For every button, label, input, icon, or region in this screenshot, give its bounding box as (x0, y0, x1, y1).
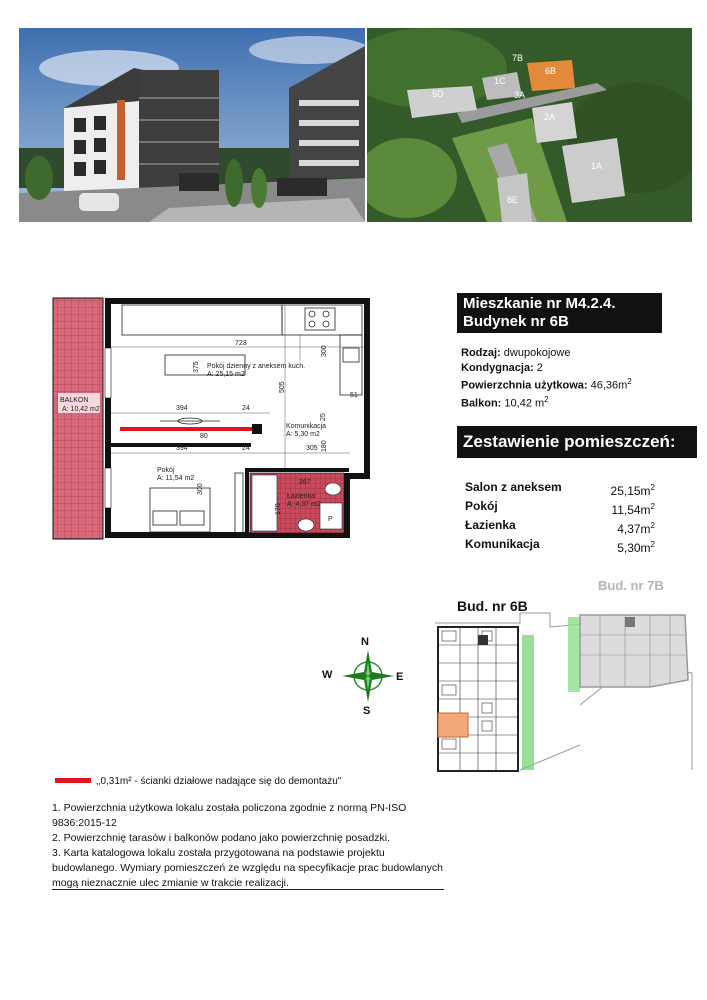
dim-267: 267 (299, 479, 311, 486)
salon-area-label: A: 25,15 m2 (207, 371, 245, 378)
room-row: Łazienka $4,37m^2$ (465, 518, 655, 536)
room-name: Łazienka (465, 518, 516, 532)
balcony-label: BALKON (60, 397, 89, 404)
rodzaj-label: Rodzaj: (461, 347, 501, 359)
zestawienie-title: Zestawienie pomieszczeń: (457, 426, 697, 458)
salon-label: Pokój dzienny z aneksem kuch. (207, 363, 306, 370)
rodzaj-value: dwupokojowe (503, 347, 571, 359)
compass-e: E (396, 671, 404, 683)
powierzchnia-value: 46,36m (590, 379, 628, 392)
balcony-area (53, 298, 103, 539)
note-item: 3. Karta katalogowa lokalu została przygotowana na podstawie projektu budowlanego. Wymiary pomieszczeń ze względu na specyfikacje prac budowlanych mogą nieznacznie ulec zmianie w trakcie realizacji. (52, 847, 443, 889)
room-area: 25,15m (610, 484, 651, 498)
room-area: 5,30m (617, 541, 651, 555)
site-label-1c: 1C (494, 76, 506, 86)
apartment-number: Mieszkanie nr M4.2.4. (463, 295, 616, 312)
dim-51: 51 (350, 392, 358, 399)
komunikacja-label: Komunikacja (286, 423, 327, 430)
compass-s: S (363, 705, 371, 717)
balkon-value: 10,42 m (504, 397, 545, 410)
room-row: Salon z aneksem $25,15m^2$ (465, 480, 655, 498)
room-name: Komunikacja (465, 537, 540, 551)
room-name: Salon z aneksem (465, 480, 562, 494)
pokoj-area-label: A: 11,54 m2 (157, 475, 195, 482)
dim-24-bottom: 24 (242, 445, 250, 452)
demolition-legend-swatch (55, 778, 91, 783)
building-render-photo (19, 28, 365, 222)
rooms-table (465, 480, 655, 556)
dim-80: 80 (200, 433, 208, 440)
site-label-2a: 2A (544, 112, 556, 122)
komunikacja-area-label: A: 5,30 m2 (286, 431, 320, 438)
demolition-legend-text: ‚‚0,31m² - ścianki działowe nadające się do demontażu" (96, 776, 342, 787)
room-row: Pokój $11,54m^2$ (465, 499, 655, 517)
lazienka-label: Łazienka (287, 493, 316, 500)
compass-n: N (361, 636, 369, 648)
note-item: 2. Powierzchnię tarasów i balkonów podano jako powierzchnię posadzki. (52, 832, 390, 844)
room-row: Komunikacja $5,30m^2$ (465, 537, 655, 555)
dim-25: 25 (320, 413, 327, 421)
dim-24-top: 24 (242, 405, 250, 412)
compass-w: W (322, 669, 333, 681)
apartment-info: Rodzaj: dwupokojowe Kondygnacja: 2 Powierzchnia użytkowa: $46,36m^2$ Balkon: 10,42 $m^2$ (461, 347, 632, 410)
site-label-5d: 5D (432, 89, 444, 99)
room-name: Pokój (465, 499, 498, 513)
compass-rose-icon (340, 648, 396, 704)
dim-505: 505 (279, 381, 286, 393)
balcony-area-label: A: 10,42 m2 (62, 406, 100, 413)
apartment-header (457, 293, 662, 333)
dim-170: 170 (275, 503, 282, 515)
dim-300b: 300 (197, 483, 204, 495)
dim-394-top: 394 (176, 405, 188, 412)
pokoj-label: Pokój (157, 467, 175, 474)
dim-394-bottom: 394 (176, 445, 188, 452)
balkon-label: Balkon: (461, 397, 502, 410)
room-area: 4,37m (617, 522, 651, 536)
dim-180: 180 (321, 440, 328, 452)
site-label-8e: 8E (507, 195, 519, 205)
highlighted-unit (438, 713, 468, 737)
building-6b-label: Bud. nr 6B (457, 598, 528, 614)
room-area: 11,54m (611, 503, 651, 517)
dim-375: 375 (193, 361, 200, 373)
site-label-6b: 6B (545, 66, 557, 76)
site-aerial-photo (367, 28, 692, 222)
site-label-1a: 1A (591, 161, 603, 171)
site-plan (430, 605, 700, 780)
demolition-wall (120, 427, 255, 431)
lazienka-area-label: A: 4,37 m2 (287, 501, 321, 508)
svg-text:P: P (328, 516, 333, 523)
building-7b-label: Bud. nr 7B (598, 578, 664, 593)
kondygnacja-label: Kondygnacja: (461, 361, 534, 374)
notes-divider (52, 889, 444, 890)
floor-plan (50, 293, 380, 543)
site-label-7b: 7B (512, 53, 524, 63)
kondygnacja-value: 2 (536, 361, 543, 374)
dim-723: 723 (235, 340, 247, 347)
notes (52, 801, 447, 891)
dim-300: 300 (321, 345, 328, 357)
dim-305: 305 (306, 445, 318, 452)
note-item: 1. Powierzchnia użytkowa lokalu została policzona zgodnie z normą PN-ISO 9836:2015-12 (52, 802, 407, 829)
site-label-3a: 3A (514, 90, 526, 100)
powierzchnia-label: Powierzchnia użytkowa: (461, 379, 588, 392)
building-number: Budynek nr 6B (463, 313, 569, 330)
